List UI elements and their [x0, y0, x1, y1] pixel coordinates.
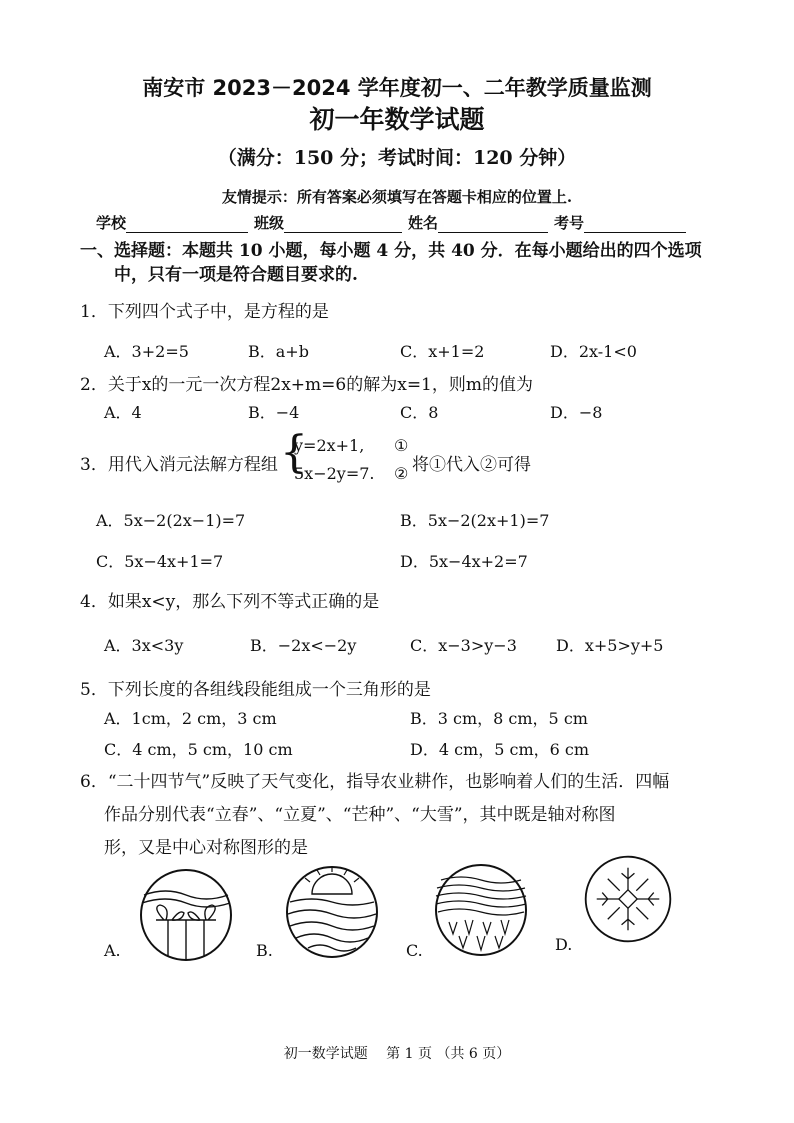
- class-label: 班级: [254, 214, 285, 232]
- q4-option-c: C．x−3>y−3: [410, 636, 517, 655]
- q2-option-a: A．4: [104, 403, 142, 422]
- q5-option-a: A．1cm，2 cm，3 cm: [104, 709, 277, 728]
- school-field[interactable]: [126, 216, 248, 233]
- page-footer: 初一数学试题 第 1 页 （共 6 页）: [283, 1046, 511, 1062]
- exam-score-time: （满分：150 分；考试时间：120 分钟）: [217, 147, 577, 169]
- q3-option-a: A．5x−2(2x−1)=7: [96, 511, 246, 530]
- q4-stem: 4．如果x<y，那么下列不等式正确的是: [80, 592, 380, 612]
- section1-heading-line2: 中，只有一项是符合题目要求的.: [114, 265, 358, 285]
- q5-option-d: D．4 cm，5 cm，6 cm: [410, 740, 590, 759]
- mangzhong-figure: [431, 860, 531, 960]
- q6-option-a-label: A.: [104, 941, 121, 960]
- q5-option-b: B．3 cm，8 cm，5 cm: [410, 709, 588, 728]
- q2-option-d: D．−8: [550, 403, 603, 422]
- q6-option-b-label: B.: [256, 941, 273, 960]
- q3-mark-2: ②: [394, 464, 409, 483]
- q1-stem: 1．下列四个式子中，是方程的是: [80, 302, 329, 322]
- exam-title-line1: 南安市 2023－2024 学年度初一、二年教学质量监测: [142, 76, 652, 100]
- q3-option-c: C．5x−4x+1=7: [96, 552, 224, 571]
- q6-option-d-label: D.: [555, 935, 573, 954]
- school-label: 学校: [96, 214, 127, 232]
- q3-equation-1: y=2x+1,: [294, 436, 365, 455]
- equation-system-brace: {: [280, 427, 308, 478]
- q3-option-b: B．5x−2(2x+1)=7: [400, 511, 550, 530]
- q4-option-d: D．x+5>y+5: [556, 636, 664, 655]
- lixia-figure: [282, 862, 382, 962]
- exam-no-field[interactable]: [584, 216, 686, 233]
- q3-mark-1: ①: [394, 436, 409, 455]
- q5-option-c: C．4 cm，5 cm，10 cm: [104, 740, 293, 759]
- student-info-row: [96, 212, 692, 233]
- q2-option-c: C．8: [400, 403, 439, 422]
- class-field[interactable]: [284, 216, 402, 233]
- q3-option-d: D．5x−4x+2=7: [400, 552, 528, 571]
- q3-stem-suffix: 将①代入②可得: [412, 455, 531, 475]
- exam-title: 初一年数学试题: [309, 105, 485, 134]
- q5-stem: 5．下列长度的各组线段能组成一个三角形的是: [80, 680, 431, 700]
- q1-option-d: D．2x-1<0: [550, 342, 637, 361]
- q6-option-c-label: C.: [406, 941, 423, 960]
- q1-option-c: C．x+1=2: [400, 342, 485, 361]
- q1-option-a: A．3+2=5: [104, 342, 189, 361]
- q3-stem-prefix: 3．用代入消元法解方程组: [80, 455, 278, 475]
- q6-stem-line1: 6．“二十四节气”反映了天气变化，指导农业耕作，也影响着人们的生活．四幅: [80, 772, 670, 792]
- name-field[interactable]: [438, 216, 548, 233]
- section1-heading-line1: 一、选择题：本题共 10 小题，每小题 4 分，共 40 分．在每小题给出的四个选项: [80, 241, 702, 261]
- lichun-figure: [136, 865, 236, 965]
- q4-option-b: B．−2x<−2y: [250, 636, 357, 655]
- q4-option-a: A．3x<3y: [104, 636, 184, 655]
- exam-no-label: 考号: [554, 214, 585, 232]
- daxue-figure: [582, 853, 674, 945]
- q3-equation-2: 5x−2y=7.: [294, 464, 375, 483]
- q6-stem-line3: 形，又是中心对称图形的是: [104, 838, 308, 858]
- q6-stem-line2: 作品分别代表“立春”、“立夏”、“芒种”、“大雪”，其中既是轴对称图: [104, 805, 616, 825]
- q2-option-b: B．−4: [248, 403, 300, 422]
- friendly-tip: 友情提示：所有答案必须填写在答题卡相应的位置上.: [221, 188, 573, 206]
- q2-stem: 2．关于x的一元一次方程2x+m=6的解为x=1，则m的值为: [80, 375, 533, 395]
- q1-option-b: B．a+b: [248, 342, 309, 361]
- name-label: 姓名: [408, 214, 439, 232]
